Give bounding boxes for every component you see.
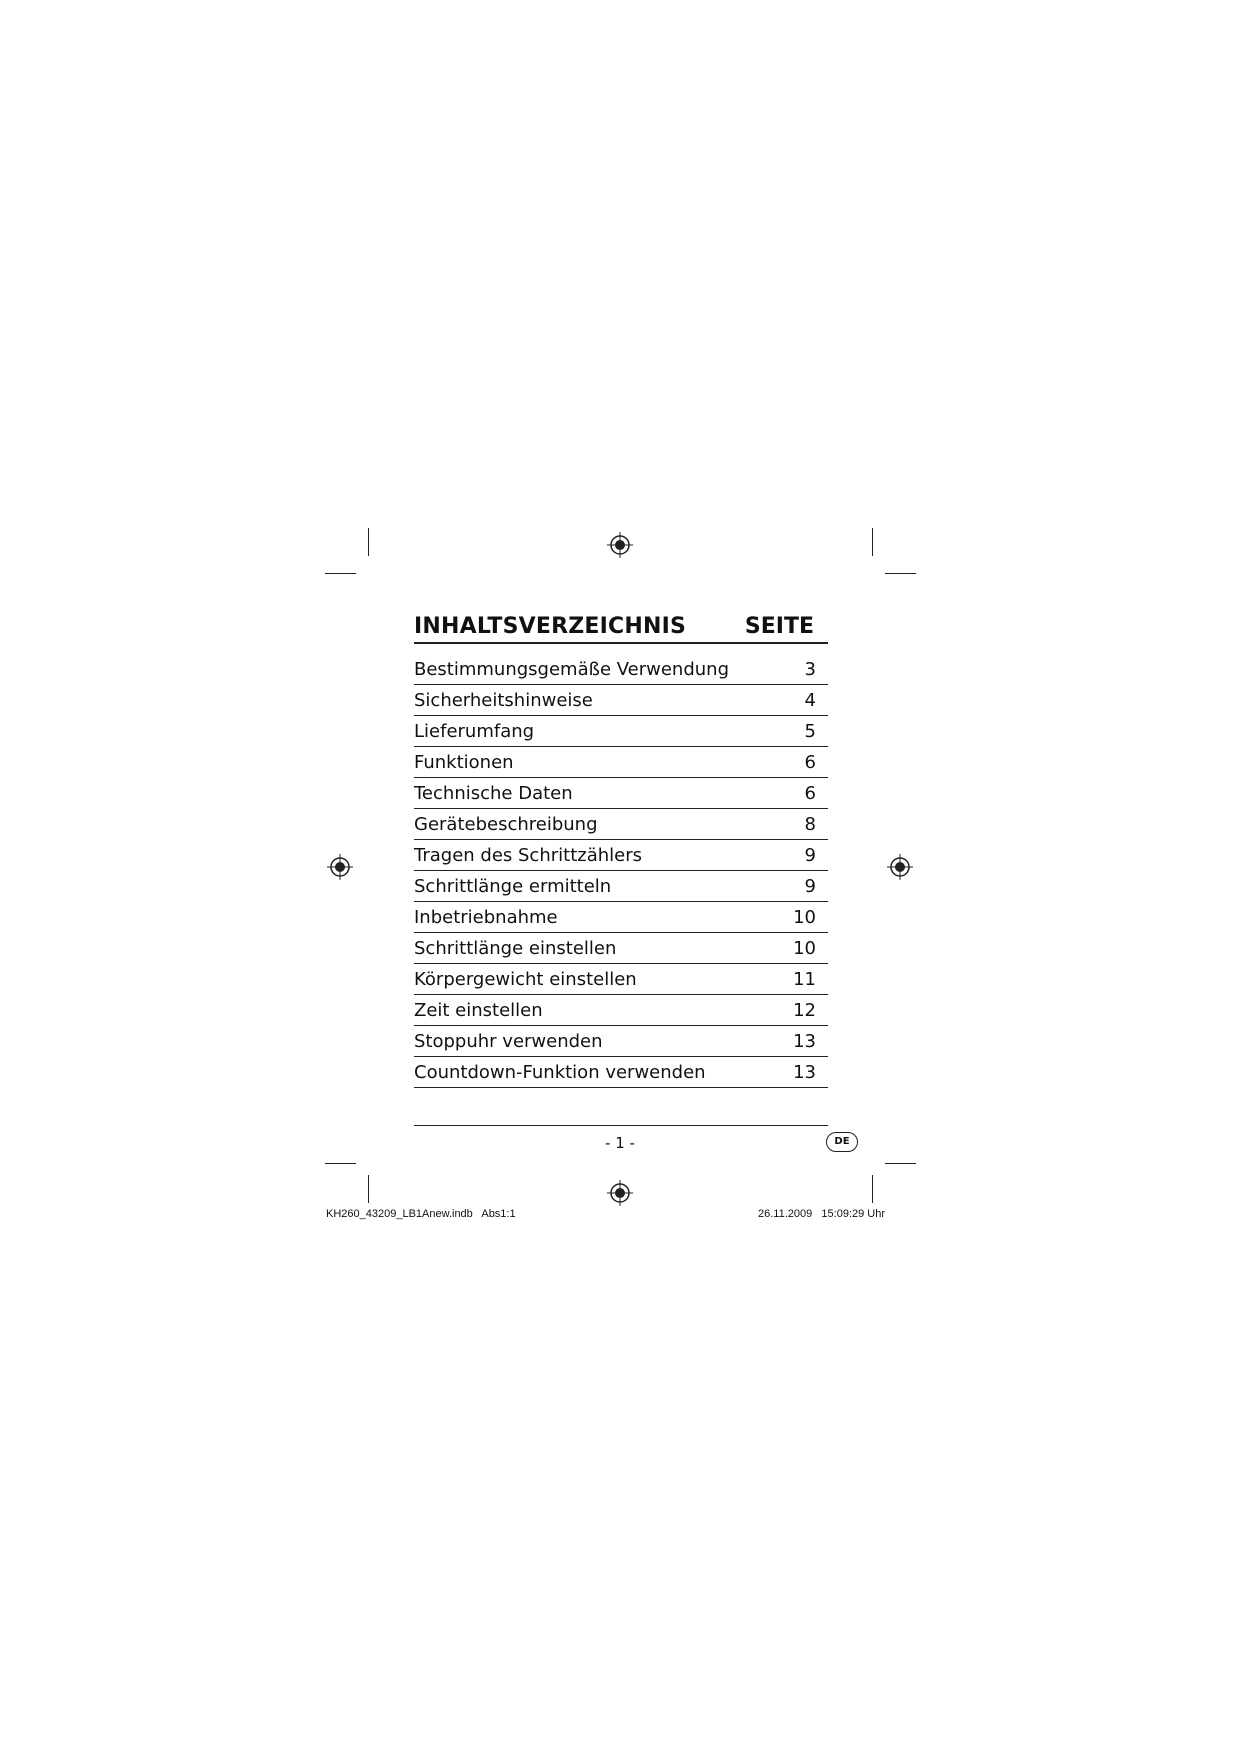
toc-entry [414,996,828,1026]
toc-entry-label: Sicherheitshinweise [414,690,593,711]
toc-entry-page: 5 [804,721,816,742]
registration-mark-icon [607,532,633,558]
registration-mark-icon [327,854,353,880]
print-slug-timestamp: 26.11.2009 15:09:29 Uhr [758,1208,886,1220]
toc-entry [414,841,828,871]
toc-entry-page: 9 [804,876,816,897]
toc-entry-label: Zeit einstellen [414,1000,543,1021]
crop-mark-bottom-left-horizontal [325,1163,356,1164]
crop-mark-top-right-vertical [872,528,873,556]
toc-entry-page: 8 [804,814,816,835]
toc-entry-label: Lieferumfang [414,721,535,742]
toc-entry [414,779,828,809]
toc-entry-page: 10 [793,938,816,959]
toc-title: INHALTSVERZEICHNIS [414,614,687,639]
toc-entry-label: Schrittlänge einstellen [414,938,617,959]
toc-entry-page: 9 [804,845,816,866]
table-of-contents [414,610,828,1089]
toc-entry-label: Countdown-Funktion verwenden [414,1062,706,1083]
toc-entry-page: 4 [804,690,816,711]
footer-rule [414,1125,828,1126]
crop-mark-top-left-vertical [368,528,369,556]
toc-entry-page: 13 [793,1031,816,1052]
toc-entry [414,686,828,716]
print-slug-file: KH260_43209_LB1Anew.indb Abs1:1 [326,1208,516,1220]
toc-entry-page: 3 [804,659,816,680]
toc-entry-page: 13 [793,1062,816,1083]
crop-mark-top-left-horizontal [325,573,356,574]
toc-entry-label: Schrittlänge ermitteln [414,876,612,897]
toc-entry [414,872,828,902]
toc-entry-label: Inbetriebnahme [414,907,558,928]
toc-entry [414,655,828,685]
toc-entry [414,810,828,840]
crop-mark-bottom-right-vertical [872,1175,873,1203]
page-number: - 1 - [605,1134,635,1152]
toc-entry-page: 10 [793,907,816,928]
crop-mark-top-right-horizontal [885,573,916,574]
toc-entry-label: Technische Daten [414,783,573,804]
toc-entry [414,1027,828,1057]
toc-entry-label: Stoppuhr verwenden [414,1031,603,1052]
toc-entry [414,903,828,933]
toc-entry-label: Funktionen [414,752,514,773]
registration-mark-icon [887,854,913,880]
language-badge: DE [826,1132,858,1152]
toc-entry-page: 11 [793,969,816,990]
crop-mark-bottom-left-vertical [368,1175,369,1203]
toc-entry [414,717,828,747]
toc-entry [414,965,828,995]
toc-entry-label: Tragen des Schrittzählers [414,845,642,866]
toc-entry-page: 6 [804,783,816,804]
toc-list [414,655,828,1088]
toc-page-column-header: SEITE [744,614,814,639]
toc-entry [414,748,828,778]
toc-entry-page: 12 [793,1000,816,1021]
toc-entry [414,934,828,964]
toc-header [414,610,828,644]
toc-entry-label: Bestimmungsgemäße Verwendung [414,659,730,680]
registration-mark-icon [607,1180,633,1206]
toc-entry [414,1058,828,1088]
crop-mark-bottom-right-horizontal [885,1163,916,1164]
toc-entry-label: Gerätebeschreibung [414,814,598,835]
toc-entry-label: Körpergewicht einstellen [414,969,637,990]
toc-entry-page: 6 [804,752,816,773]
